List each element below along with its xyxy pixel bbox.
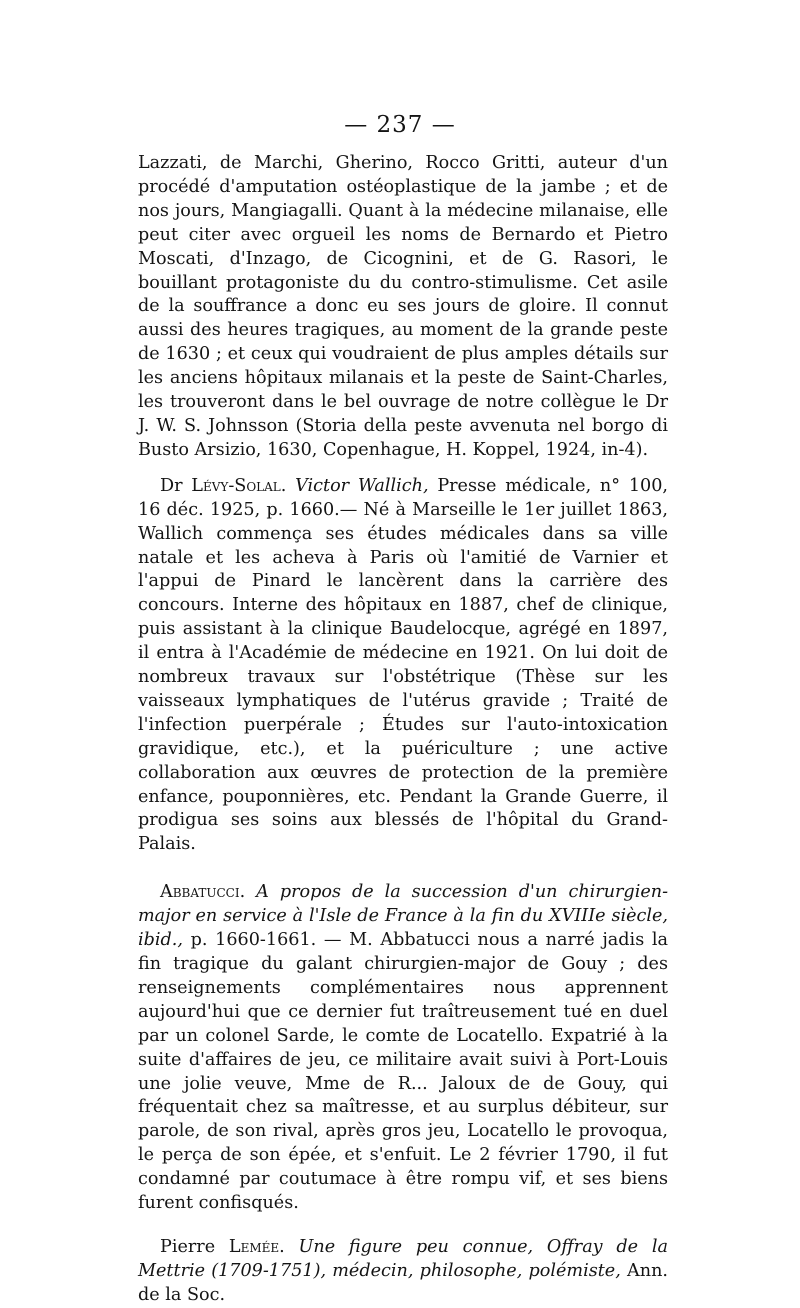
page-body <box>138 152 668 1308</box>
work-title: A propos de la succession d'un chirurgien-major en service à l'Isle de France à la fin du XVIIIe siècle, ibid., <box>138 882 669 951</box>
author-name: Lemée. <box>228 1236 285 1257</box>
author-first-name: Pierre <box>160 1236 216 1257</box>
paragraph-abbatucci <box>138 881 668 1216</box>
page-number: — 237 — <box>344 112 456 138</box>
paragraph-levy-solal <box>138 475 668 858</box>
paragraph-milan-hospital: Lazzati, de Marchi, Gherino, Rocco Gritti, auteur d'un procédé d'amputation ostéoplastique de la jambe ; et de nos jours, Mangiagalli. Quant à la médecine milanaise, elle peut citer avec orgueil les noms de Bernardo et Pietro Moscati, d'Inzago, de Cicognini, et de G. Rasori, le bouillant protagoniste du du contro-stimulisme. Cet asile de la souffrance a donc eu ses jours de gloire. Il connut aussi des heures tragiques, au moment de la grande peste de 1630 ; et ceux qui voudraient de plus amples détails sur les anciens hôpitaux milanais et la peste de Saint-Charles, les trouveront dans le bel ouvrage de notre collègue le Dr J. W. S. Johnsson (Storia della peste avvenuta nel borgo di Busto Arsizio, 1630, Copenhague, H. Koppel, 1924, in-4). <box>138 153 668 460</box>
author-name: Abbatucci. <box>160 882 246 903</box>
work-title: Victor Wallich, <box>295 475 429 496</box>
paragraph-text: p. 1660-1661. — M. Abbatucci nous a narré jadis la fin tragique du galant chirurgien-major de Gouy ; des renseignements complémentaires nous apprennent aujourd'hui que ce dernier fut traîtreusement tué en duel par un colonel Sarde, le comte de Locatello. Expatrié à la suite d'affaires de jeu, ce militaire avait suivi à Port-Louis une jolie veuve, Mme de R... Jaloux de de Gouy, qui fréquentait chez sa maîtresse, et au surplus débiteur, sur parole, de son rival, après gros jeu, Locatello le provoqua, le perça de son épée, et s'enfuit. Le 2 février 1790, il fut condamné par coutumace à être rompu vif, et ses biens furent confisqués. <box>138 930 668 1214</box>
paragraph-text: Ann. de la Soc. <box>138 1260 669 1305</box>
author-title: Dr <box>160 475 183 496</box>
paragraph-text: Presse médicale, n° 100, 16 déc. 1925, p. 1660.— Né à Marseille le 1er juillet 1863, Wallich commença ses études médicales dans sa ville natale et les acheva à Paris où l'amitié de Varnier et l'appui de Pinard le lancèrent dans la carrière des concours. Interne des hôpitaux en 1887, chef de clinique, puis assistant à la clinique Baudelocque, agrégé en 1897, il entra à l'Académie de médecine en 1921. On lui doit de nombreux travaux sur l'obstétrique (Thèse sur les vaisseaux lymphatiques de l'utérus gravide ; Traité de l'infection puerpérale ; Études sur l'auto-intoxication gravidique, etc.), et la puériculture ; une active collaboration aux œuvres de protection de la première enfance, pouponnières, etc. Pendant la Grande Guerre, il prodigua ses soins aux blessés de l'hôpital du Grand-Palais. <box>138 475 668 855</box>
paragraph-lemee <box>138 1236 668 1308</box>
work-title: Une figure peu connue, Offray de la Mettrie (1709-1751), médecin, philosophe, polémiste, <box>138 1236 668 1281</box>
author-name: Lévy-Solal. <box>191 475 287 496</box>
